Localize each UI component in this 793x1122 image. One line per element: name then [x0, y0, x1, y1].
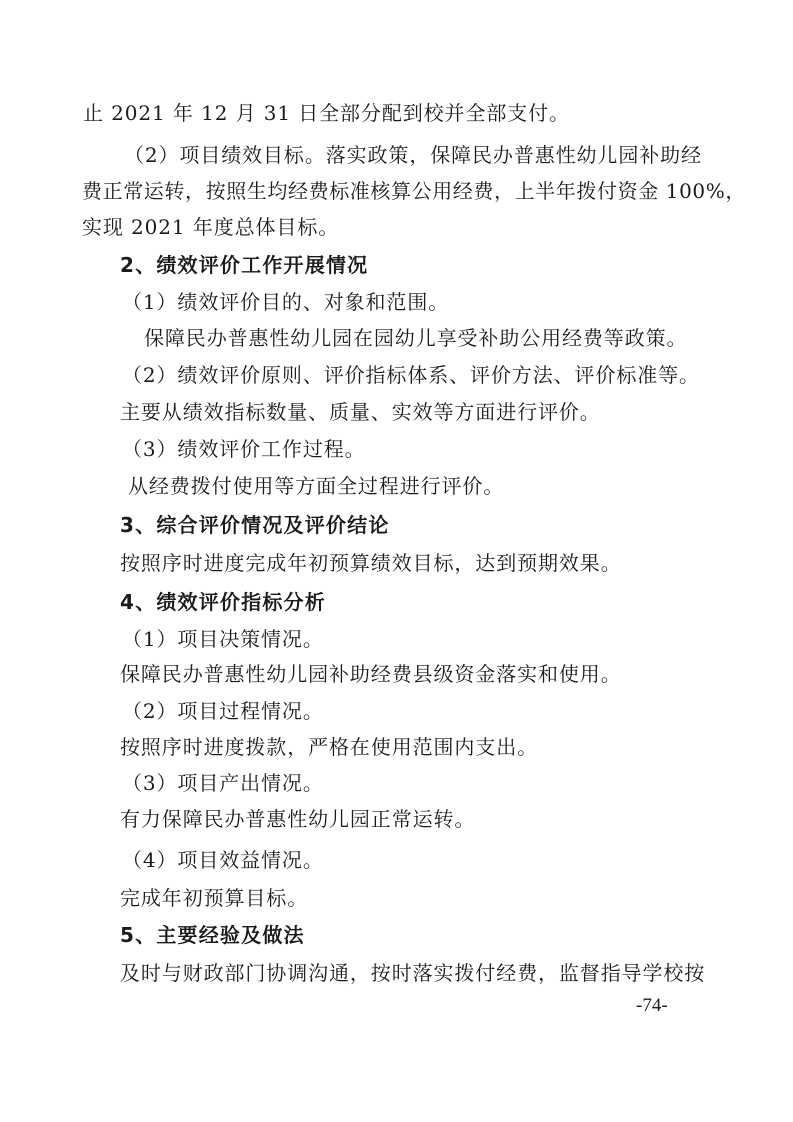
- text-line: 从经费拨付使用等方面全过程进行评价。: [128, 474, 505, 498]
- text-line: 保障民办普惠性幼儿园补助经费县级资金落实和使用。: [120, 662, 622, 686]
- section-heading: 4、绩效评价指标分析: [120, 590, 326, 614]
- text-line: 有力保障民办普惠性幼儿园正常运转。: [120, 807, 476, 831]
- text-line: 实现 2021 年度总体目标。: [82, 215, 340, 239]
- section-heading: 3、综合评价情况及评价结论: [120, 513, 390, 537]
- text-line: 止 2021 年 12 月 31 日全部分配到校并全部支付。: [83, 101, 570, 125]
- text-line: 主要从绩效指标数量、质量、实效等方面进行评价。: [120, 400, 601, 424]
- section-heading: 2、绩效评价工作开展情况: [120, 253, 369, 277]
- text-line: （2）绩效评价原则、评价指标体系、评价方法、评价标准等。: [122, 363, 700, 387]
- text-line: （3）绩效评价工作过程。: [122, 437, 366, 461]
- text-line: （2）项目过程情况。: [122, 699, 324, 723]
- text-line: （1）项目决策情况。: [122, 627, 324, 651]
- text-line: 保障民办普惠性幼儿园在园幼儿享受补助公用经费等政策。: [144, 326, 688, 350]
- page-number: -74-: [636, 995, 668, 1016]
- text-line: 及时与财政部门协调沟通，按时落实拨付经费，监督指导学校按: [120, 961, 706, 985]
- text-line: 按照序时进度完成年初预算绩效目标，达到预期效果。: [120, 551, 622, 575]
- text-line: （1）绩效评价目的、对象和范围。: [122, 290, 450, 314]
- text-line: （3）项目产出情况。: [122, 771, 324, 795]
- text-line: 费正常运转，按照生均经费标准核算公用经费，上半年拨付资金 100%，: [82, 179, 746, 203]
- text-line: 完成年初预算目标。: [120, 886, 309, 910]
- text-line: （2）项目绩效目标。落实政策，保障民办普惠性幼儿园补助经: [124, 143, 702, 167]
- text-line: 按照序时进度拨款，严格在使用范围内支出。: [120, 735, 538, 759]
- section-heading: 5、主要经验及做法: [120, 923, 305, 947]
- text-line: （4）项目效益情况。: [122, 848, 324, 872]
